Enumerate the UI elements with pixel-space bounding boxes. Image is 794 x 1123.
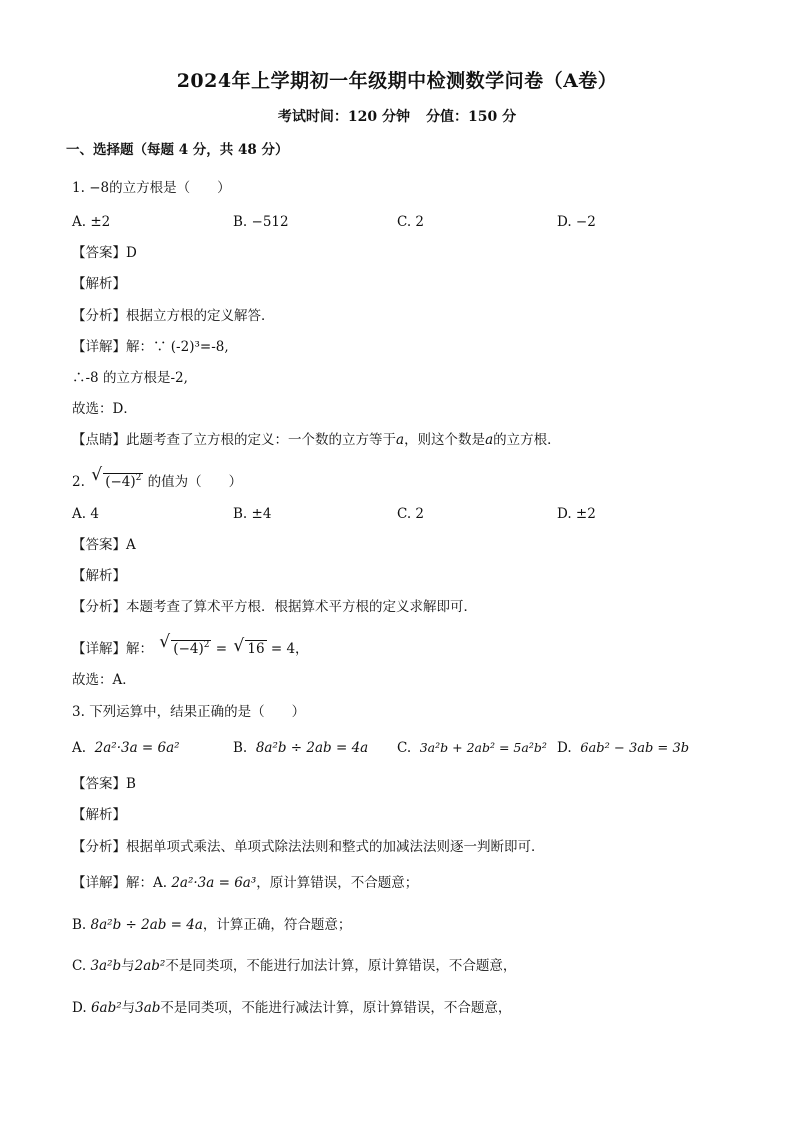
math-expression: 8a²b ÷ 2ab = 4a bbox=[90, 917, 203, 933]
detail-text: ，原计算错误，不合题意； bbox=[256, 875, 419, 891]
q3-analysis: 【分析】根据单项式乘法、单项式除法法则和整式的加减法法则逐一判断即可． bbox=[72, 839, 545, 855]
detail-text: 与 bbox=[121, 958, 135, 974]
q1-answer: 【答案】D bbox=[72, 245, 137, 261]
question-text: 的值为（ ） bbox=[147, 474, 243, 490]
sqrt-inner: (−4) bbox=[105, 474, 136, 490]
math-expression: 6ab² bbox=[90, 1000, 122, 1016]
detail-text: 与 bbox=[121, 1000, 136, 1016]
q3-detail-d bbox=[72, 998, 511, 1018]
detail-label: 【详解】解： bbox=[72, 641, 153, 657]
option-label: B. bbox=[233, 740, 248, 756]
question-text: 的立方根是（ ） bbox=[109, 180, 231, 196]
question-2-stem bbox=[72, 465, 243, 492]
q3-jiexi: 【解析】 bbox=[72, 807, 126, 823]
q2-option-a: A. 4 bbox=[72, 506, 99, 522]
sqrt-inner: (−4) bbox=[173, 641, 204, 657]
detail-result: = 4， bbox=[270, 641, 309, 657]
q1-option-c: C. 2 bbox=[397, 214, 425, 230]
exponent: 2 bbox=[203, 640, 210, 650]
q1-analysis: 【分析】根据立方根的定义解答． bbox=[72, 308, 275, 324]
exponent: 2 bbox=[135, 473, 142, 483]
q2-answer: 【答案】A bbox=[72, 537, 136, 553]
q1-detail-conclusion: ∴-8 的立方根是-2, bbox=[72, 370, 188, 386]
sqrt-expression: √ $(-4)^2$ bbox=[159, 632, 210, 657]
math-expression: 8a²b ÷ 2ab = 4a bbox=[255, 740, 369, 756]
q2-analysis: 【分析】本题考查了算术平方根．根据算术平方根的定义求解即可． bbox=[72, 599, 477, 615]
math-variable: a bbox=[485, 432, 494, 448]
detail-text: 不是同类项，不能进行加法计算，原计算错误，不合题意， bbox=[165, 958, 517, 974]
detail-text: 不是同类项，不能进行减法计算，原计算错误，不合题意， bbox=[160, 1000, 512, 1016]
q3-option-c bbox=[397, 738, 547, 758]
detail-label: D. bbox=[72, 1000, 87, 1016]
question-number: 2. bbox=[72, 474, 85, 490]
option-label: A. bbox=[72, 740, 87, 756]
q3-detail-b bbox=[72, 915, 351, 935]
detail-label: B. bbox=[72, 917, 87, 933]
question-number: 1. bbox=[72, 180, 85, 196]
remark-text: 的立方根． bbox=[493, 432, 561, 448]
q2-jiexi: 【解析】 bbox=[72, 568, 126, 584]
question-1-stem bbox=[72, 178, 231, 198]
q2-option-d: D. ±2 bbox=[557, 506, 596, 522]
q3-option-b bbox=[233, 738, 368, 758]
detail-label: C. bbox=[72, 958, 87, 974]
sqrt-expression: √ $(-4)^2$ bbox=[91, 465, 142, 490]
math-expression: 3a²b bbox=[90, 958, 122, 974]
q1-detail bbox=[72, 337, 229, 357]
math-expression: 3ab bbox=[135, 1000, 161, 1016]
remark-text: 【点睛】此题考查了立方根的定义：一个数的立方等于 bbox=[72, 432, 396, 448]
math-expression: 2a²·3a = 6a² bbox=[94, 740, 180, 756]
q3-detail-a bbox=[72, 873, 418, 893]
q3-detail-c bbox=[72, 956, 516, 976]
exam-score: 分值：150 分 bbox=[426, 109, 517, 125]
remark-text: ，则这个数是 bbox=[404, 432, 486, 448]
math-expression: 3a²b + 2ab² = 5a²b² bbox=[419, 740, 547, 755]
detail-expression: ∵ (-2)³=-8, bbox=[153, 339, 229, 355]
q1-jiexi: 【解析】 bbox=[72, 276, 126, 292]
sqrt-inner: 16 bbox=[247, 641, 265, 657]
q2-choice: 故选：A． bbox=[72, 672, 136, 688]
detail-label: 【详解】解：A. bbox=[72, 875, 168, 891]
option-label: D. bbox=[557, 740, 572, 756]
q2-option-c: C. 2 bbox=[397, 506, 425, 522]
math-expression: 2a²·3a = 6a³ bbox=[171, 875, 257, 891]
q1-option-a: A. ±2 bbox=[72, 214, 111, 230]
q1-remark bbox=[72, 430, 561, 450]
q3-option-a bbox=[72, 738, 180, 758]
exam-time: 考试时间：120 分钟 bbox=[277, 109, 410, 125]
q3-option-d bbox=[557, 738, 689, 759]
section-heading: 一、选择题（每题 4 分，共 48 分） bbox=[66, 142, 289, 158]
q3-answer: 【答案】B bbox=[72, 776, 136, 792]
question-text: 下列运算中，结果正确的是（ ） bbox=[89, 704, 306, 720]
document-subtitle bbox=[0, 106, 794, 126]
equals-sign: = bbox=[215, 641, 228, 657]
question-number: 3. bbox=[72, 704, 85, 720]
q2-option-b: B. ±4 bbox=[233, 506, 272, 522]
detail-text: ，计算正确，符合题意； bbox=[202, 917, 352, 933]
math-variable: a bbox=[396, 432, 405, 448]
q1-choice: 故选：D． bbox=[72, 401, 137, 417]
q1-option-b: B. −512 bbox=[233, 214, 289, 230]
question-3-stem bbox=[72, 702, 305, 722]
q1-option-d: D. −2 bbox=[557, 214, 596, 230]
detail-label: 【详解】解： bbox=[72, 339, 153, 355]
option-label: C. bbox=[397, 740, 412, 756]
math-expression: 6ab² − 3ab = 3b bbox=[580, 741, 690, 756]
math-expression: −8 bbox=[89, 180, 110, 196]
q2-detail bbox=[72, 632, 309, 659]
math-expression: 2ab² bbox=[134, 958, 166, 974]
document-title: 2024年上学期初一年级期中检测数学问卷（A卷） bbox=[176, 70, 618, 92]
sqrt-expression: √ 16 bbox=[233, 636, 265, 657]
